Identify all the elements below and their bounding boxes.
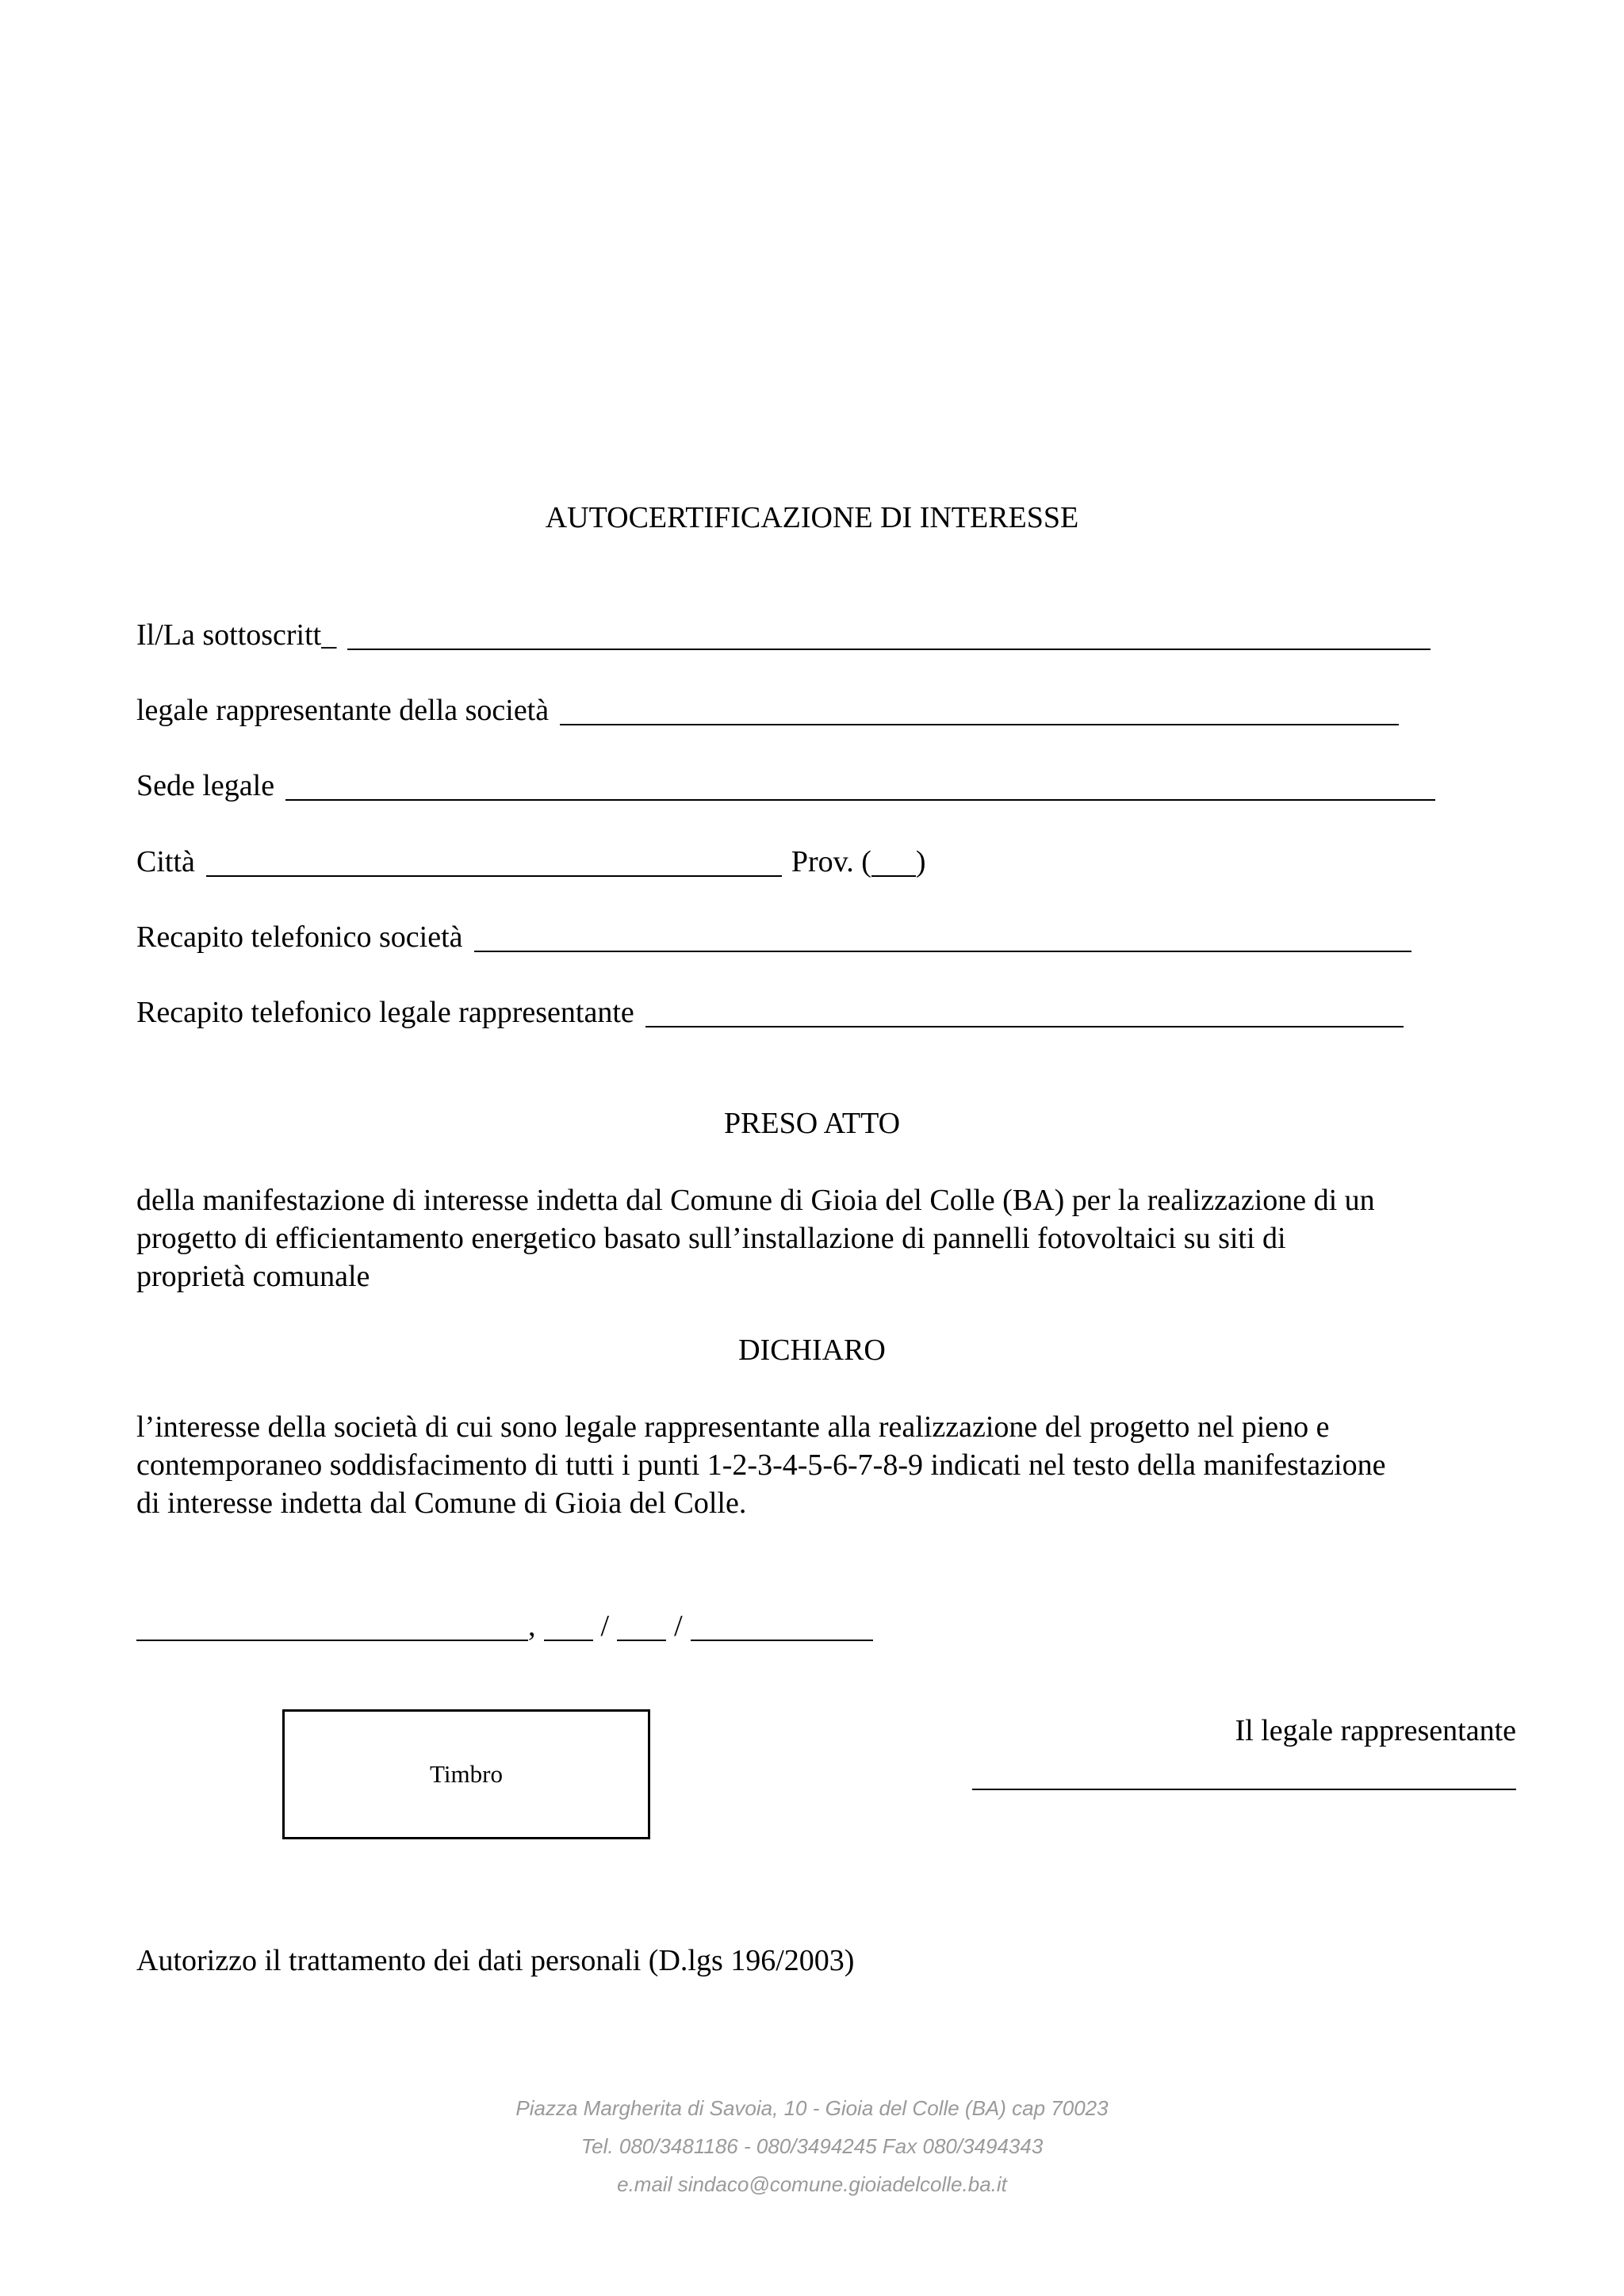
blank-line[interactable] — [206, 847, 782, 877]
footer-phone: Tel. 080/3481186 - 080/3494245 Fax 080/3494343 — [580, 2134, 1044, 2158]
place-date-line — [136, 1608, 873, 1644]
paragraph-line: progetto di efficientamento energetico basato sull’installazione di pannelli fotovoltaici su siti di — [136, 1222, 1286, 1255]
year-blank-line[interactable] — [691, 1611, 873, 1641]
field-citta — [136, 844, 926, 880]
blank-line[interactable] — [285, 771, 1435, 801]
heading-dichiaro: DICHIARO — [738, 1334, 886, 1367]
day-blank-line[interactable] — [544, 1611, 593, 1641]
field-label: Città — [136, 845, 195, 878]
stamp-box — [282, 1709, 650, 1839]
paragraph-line: di interesse indetta dal Comune di Gioia del Colle. — [136, 1487, 747, 1520]
paragraph-line: della manifestazione di interesse indetta dal Comune di Gioia del Colle (BA) per la realizzazione di un — [136, 1184, 1375, 1217]
document-title: AUTOCERTIFICAZIONE DI INTERESSE — [545, 501, 1079, 534]
paragraph-dichiaro — [136, 1408, 1516, 1522]
paragraph-line: proprietà comunale — [136, 1260, 370, 1293]
field-label: Sede legale — [136, 769, 275, 802]
field-telefono-rappresentante — [136, 994, 1404, 1031]
footer-email: e.mail sindaco@comune.gioiadelcolle.ba.it — [617, 2172, 1007, 2196]
month-blank-line[interactable] — [617, 1611, 666, 1641]
comma: , — [528, 1609, 536, 1643]
privacy-consent: Autorizzo il trattamento dei dati personali (D.lgs 196/2003) — [136, 1944, 855, 1977]
stamp-label: Timbro — [430, 1760, 503, 1788]
heading-preso-atto: PRESO ATTO — [723, 1107, 901, 1140]
place-blank-line[interactable] — [136, 1611, 528, 1641]
blank-line[interactable] — [560, 695, 1399, 725]
blank-line[interactable] — [347, 620, 1431, 650]
date-separator: / — [600, 1609, 610, 1643]
blank-line[interactable] — [474, 922, 1411, 952]
paragraph-line: contemporaneo soddisfacimento di tutti i punti 1-2-3-4-5-6-7-8-9 indicati nel testo della manifestazione — [136, 1448, 1386, 1482]
field-label: Il/La sottoscritt_ — [136, 618, 337, 652]
field-societa — [136, 692, 1399, 729]
footer-address: Piazza Margherita di Savoia, 10 - Gioia del Colle (BA) cap 70023 — [515, 2096, 1109, 2120]
paragraph-preso-atto — [136, 1181, 1516, 1295]
field-sottoscritto — [136, 617, 1431, 653]
blank-line[interactable] — [645, 997, 1404, 1027]
paragraph-line: l’interesse della società di cui sono legale rappresentante alla realizzazione del progetto nel pieno e — [136, 1410, 1330, 1444]
prov-blank-line[interactable] — [871, 847, 916, 877]
field-label: Recapito telefonico società — [136, 920, 463, 954]
field-sede-legale — [136, 767, 1435, 804]
signature-line[interactable] — [972, 1789, 1516, 1790]
prov-close: ) — [915, 845, 926, 878]
field-telefono-societa — [136, 919, 1411, 955]
field-label: legale rappresentante della società — [136, 694, 550, 727]
signature-label: Il legale rappresentante — [1235, 1714, 1516, 1747]
field-label: Recapito telefonico legale rappresentante — [136, 996, 634, 1029]
date-separator: / — [674, 1609, 683, 1643]
prov-label: Prov. ( — [791, 845, 871, 878]
